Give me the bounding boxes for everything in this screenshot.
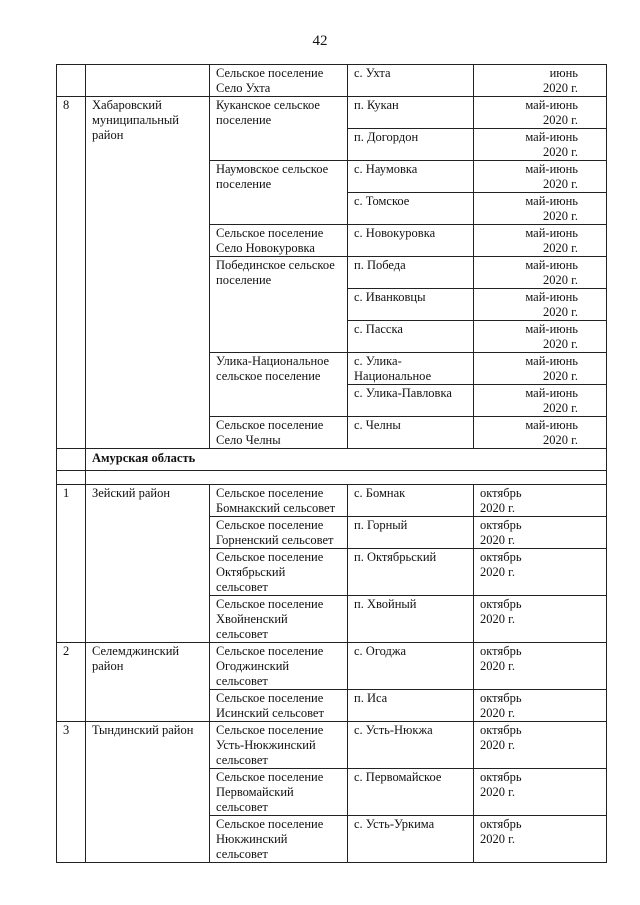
settlement-cell: Сельское поселение Хвойненский сельсовет [210, 596, 348, 643]
settlement-cell: Сельское поселение Село Новокуровка [210, 225, 348, 257]
locality-cell: п. Догордон [348, 129, 474, 161]
locality-cell: с. Усть-Нюкжа [348, 722, 474, 769]
settlement-cell: Улика-Национальное сельское поселение [210, 353, 348, 417]
locality-cell: с. Новокуровка [348, 225, 474, 257]
locality-cell: с. Иванковцы [348, 289, 474, 321]
locality-cell: с. Наумовка [348, 161, 474, 193]
period-cell: май-июнь 2020 г. [474, 161, 607, 193]
period-cell: октябрь 2020 г. [474, 769, 607, 816]
period-cell: октябрь 2020 г. [474, 549, 607, 596]
spacer-row [57, 471, 607, 485]
district-cell: Селемджинский район [86, 643, 210, 722]
period-cell: май-июнь 2020 г. [474, 321, 607, 353]
row-number [57, 65, 86, 97]
period-cell: май-июнь 2020 г. [474, 385, 607, 417]
locality-cell: с. Томское [348, 193, 474, 225]
locality-cell: п. Хвойный [348, 596, 474, 643]
locality-cell: п. Иса [348, 690, 474, 722]
district-cell: Тындинский район [86, 722, 210, 863]
locality-cell: с. Улика-Павловка [348, 385, 474, 417]
row-number: 3 [57, 722, 86, 863]
period-cell: октябрь 2020 г. [474, 690, 607, 722]
row-number: 1 [57, 485, 86, 643]
period-cell: октябрь 2020 г. [474, 485, 607, 517]
settlement-cell: Сельское поселение Исинский сельсовет [210, 690, 348, 722]
settlement-cell: Наумовское сельское поселение [210, 161, 348, 225]
period-cell: май-июнь 2020 г. [474, 97, 607, 129]
settlement-cell: Сельское поселение Село Челны [210, 417, 348, 449]
period-cell: май-июнь 2020 г. [474, 417, 607, 449]
row-number: 8 [57, 97, 86, 449]
table-row [57, 97, 607, 129]
district-cell: Зейский район [86, 485, 210, 643]
settlement-cell: Сельское поселение Горненский сельсовет [210, 517, 348, 549]
locality-cell: с. Первомайское [348, 769, 474, 816]
locality-cell: с. Усть-Уркима [348, 816, 474, 863]
settlement-cell: Куканское сельское поселение [210, 97, 348, 161]
period-cell: май-июнь 2020 г. [474, 225, 607, 257]
period-cell: май-июнь 2020 г. [474, 257, 607, 289]
settlement-cell: Сельское поселение Первомайский сельсовет [210, 769, 348, 816]
settlement-cell: Побединское сельское поселение [210, 257, 348, 353]
page-number: 42 [312, 33, 328, 49]
period-cell: июнь 2020 г. [474, 65, 607, 97]
table-row [57, 643, 607, 690]
locality-cell: с. Огоджа [348, 643, 474, 690]
table-row [57, 65, 607, 97]
settlement-cell: Сельское поселение Бомнакский сельсовет [210, 485, 348, 517]
locality-cell: с. Пасска [348, 321, 474, 353]
locality-cell: п. Победа [348, 257, 474, 289]
period-cell: октябрь 2020 г. [474, 816, 607, 863]
settlement-cell: Сельское поселение Усть-Нюкжинский сельсовет [210, 722, 348, 769]
district-cell [86, 65, 210, 97]
locality-cell: п. Кукан [348, 97, 474, 129]
locality-cell: с. Улика- Национальное [348, 353, 474, 385]
period-cell: май-июнь 2020 г. [474, 129, 607, 161]
locality-cell: п. Октябрьский [348, 549, 474, 596]
settlement-cell: Сельское поселение Огоджинский сельсовет [210, 643, 348, 690]
row-number: 2 [57, 643, 86, 722]
region-header-row [57, 449, 607, 471]
settlements-table [56, 64, 607, 863]
period-cell: октябрь 2020 г. [474, 643, 607, 690]
region-title: Амурская область [86, 449, 607, 471]
table-row [57, 485, 607, 517]
table-row [57, 722, 607, 769]
locality-cell: п. Горный [348, 517, 474, 549]
settlement-cell: Сельское поселение Нюкжинский сельсовет [210, 816, 348, 863]
period-cell: октябрь 2020 г. [474, 596, 607, 643]
locality-cell: с. Ухта [348, 65, 474, 97]
period-cell: май-июнь 2020 г. [474, 193, 607, 225]
locality-cell: с. Бомнак [348, 485, 474, 517]
period-cell: октябрь 2020 г. [474, 517, 607, 549]
period-cell: май-июнь 2020 г. [474, 289, 607, 321]
period-cell: октябрь 2020 г. [474, 722, 607, 769]
locality-cell: с. Челны [348, 417, 474, 449]
settlement-cell: Сельское поселение Октябрьский сельсовет [210, 549, 348, 596]
district-cell: Хабаровский муниципальный район [86, 97, 210, 449]
settlement-cell: Сельское поселение Село Ухта [210, 65, 348, 97]
period-cell: май-июнь 2020 г. [474, 353, 607, 385]
